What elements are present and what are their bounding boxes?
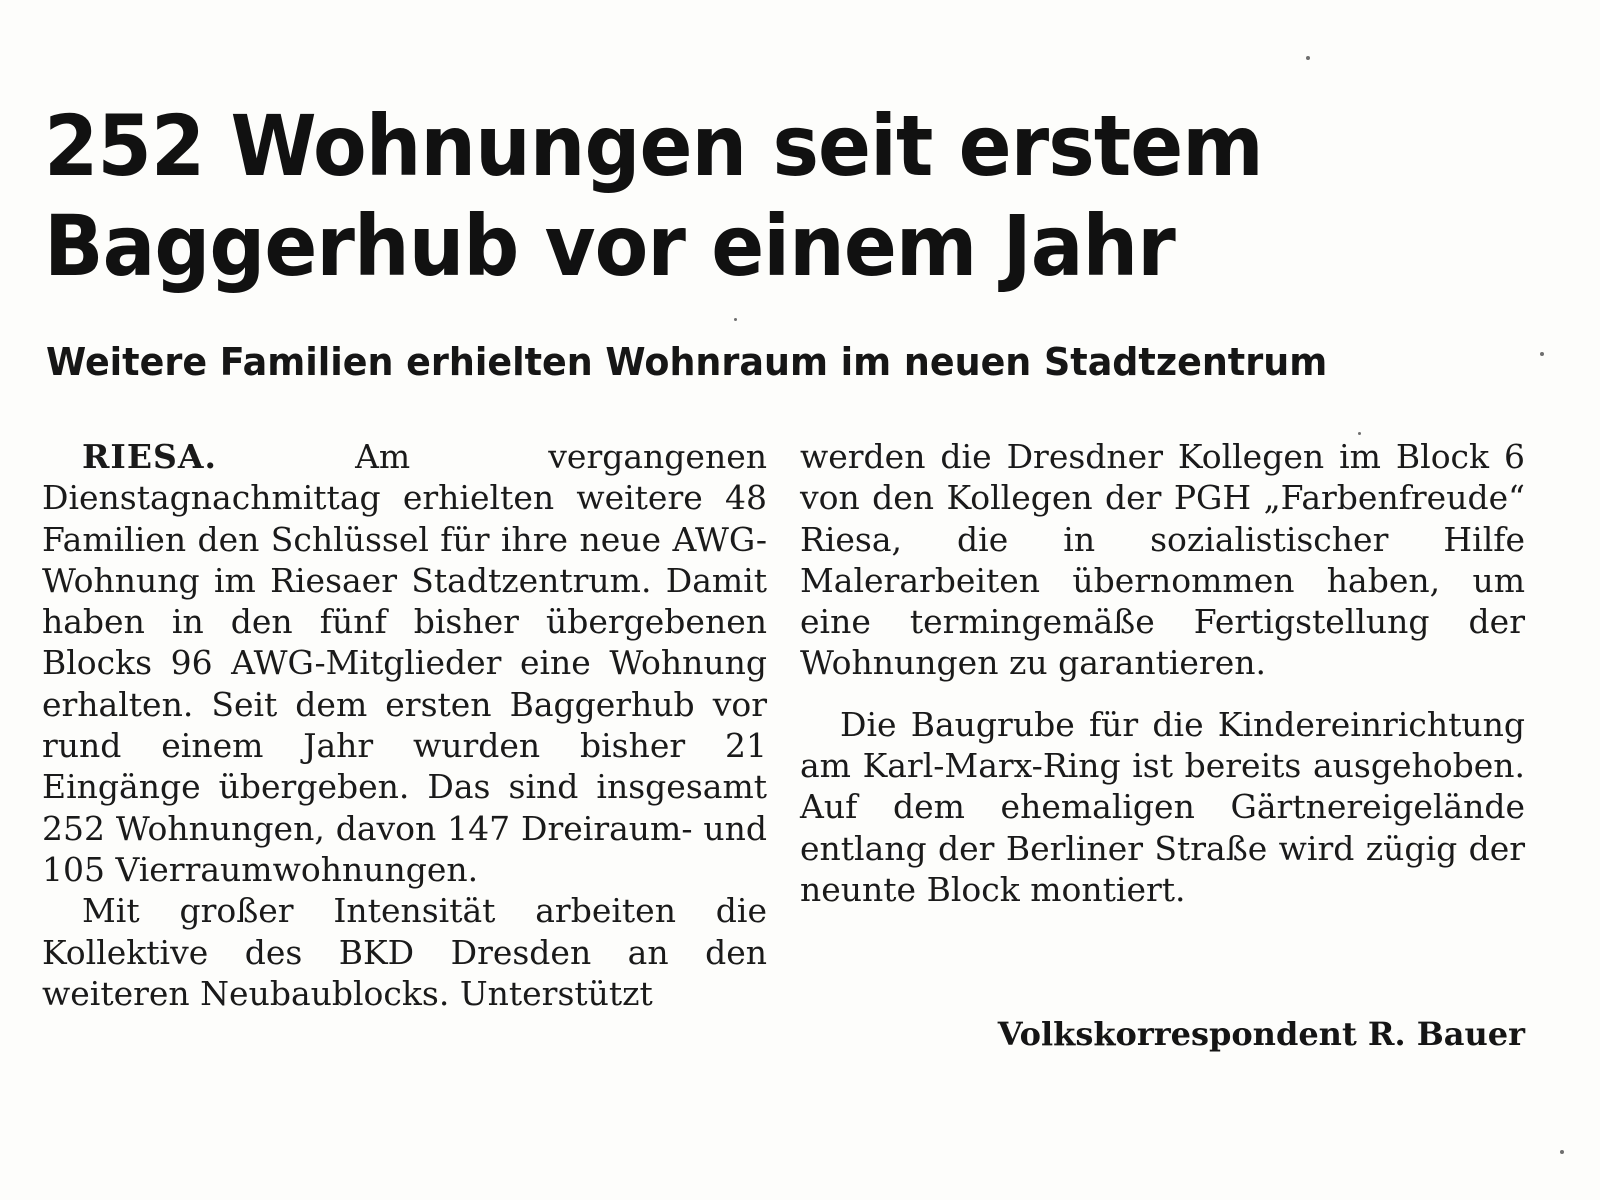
article-column-right	[800, 436, 1525, 910]
paragraph-1	[42, 436, 767, 890]
paragraph-2-continued: werden die Dresdner Kollegen im Block 6 von den Kollegen der PGH „Farbenfreude“ Riesa, die in sozialistischer Hilfe Malerarbeiten übernommen haben, um eine termingemäße Fertigstellung der Wohnungen zu garantieren.	[800, 437, 1525, 683]
print-speck	[1560, 1150, 1564, 1154]
headline-line-1: 252 Wohnungen seit erstem	[44, 97, 1263, 195]
headline	[44, 96, 1383, 296]
paragraph-1-text: Am vergangenen Dienstagnachmittag erhielten weitere 48 Familien den Schlüssel für ihre neue AWG-Wohnung im Riesaer Stadtzentrum. Damit haben in den fünf bisher übergebenen Blocks 96 AWG-Mitglieder eine Wohnung erhalten. Seit dem ersten Baggerhub vor rund einem Jahr wurden bisher 21 Eingänge übergeben. Das sind insgesamt 252 Wohnungen, davon 147 Dreiraum- und 105 Vierraumwohnungen.	[42, 437, 767, 889]
print-speck	[1540, 352, 1544, 356]
print-speck	[734, 318, 737, 321]
article-column-left	[42, 436, 767, 1014]
subheadline: Weitere Familien erhielten Wohnraum im neuen Stadtzentrum	[46, 340, 1328, 384]
author-signature: Volkskorrespondent R. Bauer	[997, 1015, 1525, 1053]
dateline: RIESA.	[82, 437, 217, 476]
print-speck	[1358, 432, 1361, 435]
print-speck	[1306, 56, 1310, 60]
headline-line-2: Baggerhub vor einem Jahr	[44, 197, 1175, 295]
paragraph-3: Die Baugrube für die Kindereinrichtung am Karl-Marx-Ring ist bereits ausgehoben. Auf dem ehemaligen Gärtnereigelände entlang der Berliner Straße wird zügig der neunte Block montiert.	[800, 704, 1525, 909]
paragraph-2-start: Mit großer Intensität arbeiten die Kollektive des BKD Dresden an den weiteren Neubaublocks. Unterstützt	[42, 891, 767, 1013]
